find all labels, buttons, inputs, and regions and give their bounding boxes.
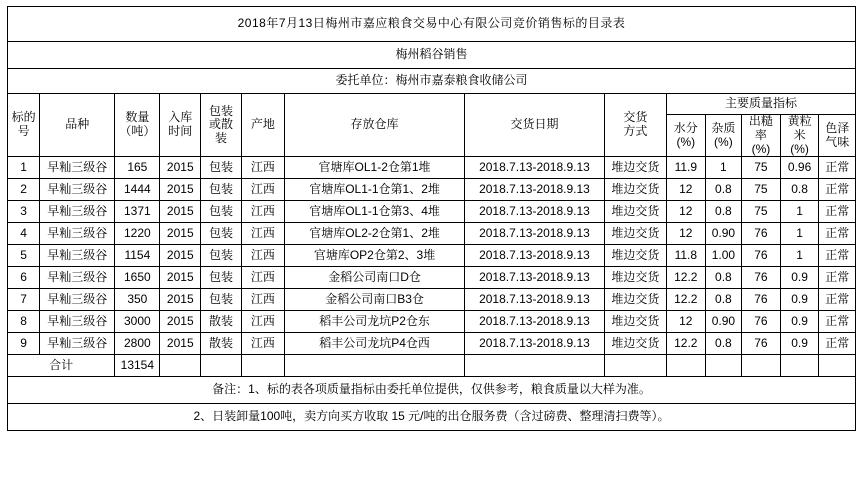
cell-variety: 早籼三级谷 <box>40 223 115 245</box>
cell-variety: 早籼三级谷 <box>40 311 115 333</box>
table-row <box>8 201 856 223</box>
cell-year: 2015 <box>160 179 201 201</box>
cell-variety: 早籼三级谷 <box>40 245 115 267</box>
header-impurity-line1: 杂质 <box>711 120 736 135</box>
header-yellow-rice-line3: (%) <box>790 141 809 156</box>
cell-delivery-date: 2018.7.13-2018.9.13 <box>465 223 605 245</box>
cell-moisture: 12 <box>666 179 705 201</box>
cell-warehouse: 金稻公司南口B3仓 <box>284 289 464 311</box>
table-row <box>8 245 856 267</box>
header-quantity-line1: 数量 <box>125 110 150 125</box>
cell-moisture: 11.9 <box>666 157 705 179</box>
cell-delivery-method: 堆边交货 <box>604 311 666 333</box>
cell-year: 2015 <box>160 245 201 267</box>
total-label: 合计 <box>8 355 115 377</box>
cell-color-odor: 正常 <box>819 289 856 311</box>
page-subtitle: 梅州稻谷销售 <box>8 42 856 69</box>
cell-no: 1 <box>8 157 40 179</box>
header-moisture-line2: (%) <box>676 134 696 149</box>
cell-warehouse: 官塘库OL1-1仓第1、2堆 <box>284 179 464 201</box>
note-line-1: 备注：1、标的表各项质量指标由委托单位提供，仅供参考，粮食质量以大样为准。 <box>8 377 856 404</box>
header-variety: 品种 <box>40 94 115 157</box>
cell-moisture: 12 <box>666 201 705 223</box>
table-row <box>8 333 856 355</box>
header-yellow-rice-line1: 黄粒 <box>787 114 812 128</box>
cell-yellow-rice: 0.9 <box>780 311 819 333</box>
cell-delivery-method: 堆边交货 <box>604 179 666 201</box>
header-color-odor <box>819 115 856 157</box>
cell-color-odor: 正常 <box>819 201 856 223</box>
cell-variety: 早籼三级谷 <box>40 179 115 201</box>
header-biao-di-hao-line1: 标的 <box>11 110 36 125</box>
cell-yellow-rice: 0.96 <box>780 157 819 179</box>
cell-warehouse: 官塘库OP2仓第2、3堆 <box>284 245 464 267</box>
cell-brown-rice: 76 <box>742 311 781 333</box>
cell-moisture: 12 <box>666 311 705 333</box>
cell-quantity: 1650 <box>115 267 160 289</box>
total-blank-color <box>819 355 856 377</box>
cell-quantity: 3000 <box>115 311 160 333</box>
cell-color-odor: 正常 <box>819 267 856 289</box>
cell-color-odor: 正常 <box>819 311 856 333</box>
cell-color-odor: 正常 <box>819 223 856 245</box>
cell-origin: 江西 <box>241 333 284 355</box>
cell-variety: 早籼三级谷 <box>40 289 115 311</box>
cell-warehouse: 官塘库OL2-2仓第1、2堆 <box>284 223 464 245</box>
cell-brown-rice: 75 <box>742 201 781 223</box>
cell-no: 7 <box>8 289 40 311</box>
cell-impurity: 0.8 <box>705 179 741 201</box>
cell-impurity: 0.8 <box>705 289 741 311</box>
cell-origin: 江西 <box>241 245 284 267</box>
cell-origin: 江西 <box>241 157 284 179</box>
cell-impurity: 1 <box>705 157 741 179</box>
cell-brown-rice: 76 <box>742 223 781 245</box>
table-row <box>8 311 856 333</box>
cell-brown-rice: 76 <box>742 333 781 355</box>
cell-yellow-rice: 0.9 <box>780 267 819 289</box>
total-blank-pack <box>201 355 242 377</box>
cell-delivery-date: 2018.7.13-2018.9.13 <box>465 157 605 179</box>
cell-variety: 早籼三级谷 <box>40 157 115 179</box>
header-origin: 产地 <box>241 94 284 157</box>
document-page <box>0 6 863 489</box>
cell-origin: 江西 <box>241 267 284 289</box>
cell-no: 5 <box>8 245 40 267</box>
header-delivery-date: 交货日期 <box>465 94 605 157</box>
cell-packaging: 散装 <box>201 311 242 333</box>
cell-variety: 早籼三级谷 <box>40 333 115 355</box>
cell-color-odor: 正常 <box>819 333 856 355</box>
header-quality-group: 主要质量指标 <box>666 94 855 115</box>
cell-moisture: 11.8 <box>666 245 705 267</box>
header-biao-di-hao <box>8 94 40 157</box>
header-packaging-line2: 或散 <box>209 117 234 132</box>
cell-origin: 江西 <box>241 289 284 311</box>
header-storage-year-line2: 时间 <box>168 124 193 139</box>
header-color-odor-line2: 气味 <box>825 134 850 149</box>
header-storage-year-line1: 入库 <box>168 110 193 125</box>
cell-year: 2015 <box>160 333 201 355</box>
cell-quantity: 1154 <box>115 245 160 267</box>
total-blank-warehouse <box>284 355 464 377</box>
cell-quantity: 350 <box>115 289 160 311</box>
cell-year: 2015 <box>160 223 201 245</box>
cell-no: 4 <box>8 223 40 245</box>
cell-year: 2015 <box>160 201 201 223</box>
cell-warehouse: 金稻公司南口D仓 <box>284 267 464 289</box>
cell-packaging: 包装 <box>201 267 242 289</box>
cell-yellow-rice: 1 <box>780 201 819 223</box>
note-line-2: 2、日装卸量100吨，卖方向买方收取 15 元/吨的出仓服务费（含过磅费、整理清扫费等）。 <box>8 404 856 431</box>
cell-packaging: 包装 <box>201 179 242 201</box>
cell-origin: 江西 <box>241 223 284 245</box>
cell-delivery-method: 堆边交货 <box>604 245 666 267</box>
total-blank-date <box>465 355 605 377</box>
cell-delivery-date: 2018.7.13-2018.9.13 <box>465 289 605 311</box>
cell-origin: 江西 <box>241 179 284 201</box>
header-moisture <box>666 115 705 157</box>
cell-delivery-date: 2018.7.13-2018.9.13 <box>465 333 605 355</box>
cell-impurity: 1.00 <box>705 245 741 267</box>
header-delivery-method-line2: 方式 <box>623 124 648 139</box>
header-brown-rice-line1: 出糙 <box>748 114 773 128</box>
cell-brown-rice: 76 <box>742 245 781 267</box>
cell-variety: 早籼三级谷 <box>40 201 115 223</box>
cell-color-odor: 正常 <box>819 157 856 179</box>
page-title: 2018年7月13日梅州市嘉应粮食交易中心有限公司竞价销售标的目录表 <box>8 7 856 42</box>
cell-delivery-method: 堆边交货 <box>604 289 666 311</box>
header-yellow-rice-line2: 米 <box>793 127 806 142</box>
cell-delivery-method: 堆边交货 <box>604 223 666 245</box>
header-storage-year <box>160 94 201 157</box>
cell-delivery-date: 2018.7.13-2018.9.13 <box>465 311 605 333</box>
cell-quantity: 165 <box>115 157 160 179</box>
cell-moisture: 12.2 <box>666 289 705 311</box>
header-impurity <box>705 115 741 157</box>
header-delivery-method-line1: 交货 <box>623 110 648 125</box>
table-row <box>8 223 856 245</box>
header-brown-rice-line2: 率 <box>754 127 767 142</box>
cell-year: 2015 <box>160 289 201 311</box>
header-biao-di-hao-line2: 号 <box>17 124 30 139</box>
cell-moisture: 12.2 <box>666 333 705 355</box>
cell-moisture: 12 <box>666 223 705 245</box>
cell-quantity: 2800 <box>115 333 160 355</box>
cell-color-odor: 正常 <box>819 245 856 267</box>
header-packaging-line1: 包装 <box>209 103 234 118</box>
cell-brown-rice: 76 <box>742 267 781 289</box>
cell-yellow-rice: 1 <box>780 223 819 245</box>
cell-no: 6 <box>8 267 40 289</box>
header-yellow-rice <box>780 115 819 157</box>
cell-delivery-date: 2018.7.13-2018.9.13 <box>465 201 605 223</box>
cell-delivery-method: 堆边交货 <box>604 267 666 289</box>
header-color-odor-line1: 色泽 <box>825 120 850 135</box>
total-quantity: 13154 <box>115 355 160 377</box>
total-blank-impurity <box>705 355 741 377</box>
total-blank-brown <box>742 355 781 377</box>
cell-color-odor: 正常 <box>819 179 856 201</box>
cell-impurity: 0.8 <box>705 267 741 289</box>
cell-warehouse: 稻丰公司龙坑P2仓东 <box>284 311 464 333</box>
cell-moisture: 12.2 <box>666 267 705 289</box>
entrust-unit: 委托单位：梅州市嘉泰粮食收储公司 <box>8 69 856 94</box>
total-blank-method <box>604 355 666 377</box>
table-row <box>8 267 856 289</box>
cell-packaging: 包装 <box>201 289 242 311</box>
header-brown-rice-rate <box>742 115 781 157</box>
total-blank-moisture <box>666 355 705 377</box>
total-blank-yellow <box>780 355 819 377</box>
table-row <box>8 157 856 179</box>
cell-origin: 江西 <box>241 311 284 333</box>
cell-delivery-method: 堆边交货 <box>604 157 666 179</box>
header-impurity-line2: (%) <box>714 134 733 149</box>
table-row <box>8 179 856 201</box>
cell-variety: 早籼三级谷 <box>40 267 115 289</box>
cell-no: 8 <box>8 311 40 333</box>
cell-delivery-date: 2018.7.13-2018.9.13 <box>465 267 605 289</box>
cell-packaging: 包装 <box>201 223 242 245</box>
cell-yellow-rice: 0.9 <box>780 289 819 311</box>
total-blank-year <box>160 355 201 377</box>
cell-packaging: 散装 <box>201 333 242 355</box>
cell-yellow-rice: 0.9 <box>780 333 819 355</box>
cell-yellow-rice: 1 <box>780 245 819 267</box>
cell-packaging: 包装 <box>201 245 242 267</box>
cell-packaging: 包装 <box>201 157 242 179</box>
cell-quantity: 1220 <box>115 223 160 245</box>
cell-year: 2015 <box>160 157 201 179</box>
cell-yellow-rice: 0.8 <box>780 179 819 201</box>
header-packaging-line3: 装 <box>215 131 228 146</box>
cell-year: 2015 <box>160 267 201 289</box>
header-moisture-line1: 水分 <box>673 120 698 135</box>
cell-year: 2015 <box>160 311 201 333</box>
cell-delivery-method: 堆边交货 <box>604 201 666 223</box>
header-packaging <box>201 94 242 157</box>
header-quantity-line2: （吨） <box>119 124 156 139</box>
cell-quantity: 1371 <box>115 201 160 223</box>
cell-quantity: 1444 <box>115 179 160 201</box>
total-row <box>8 355 856 377</box>
cell-brown-rice: 75 <box>742 179 781 201</box>
cell-packaging: 包装 <box>201 201 242 223</box>
table-row <box>8 289 856 311</box>
header-delivery-method <box>604 94 666 157</box>
cell-no: 3 <box>8 201 40 223</box>
cell-brown-rice: 75 <box>742 157 781 179</box>
cell-no: 2 <box>8 179 40 201</box>
header-warehouse: 存放仓库 <box>284 94 464 157</box>
cell-impurity: 0.8 <box>705 201 741 223</box>
cell-delivery-method: 堆边交货 <box>604 333 666 355</box>
cell-impurity: 0.90 <box>705 311 741 333</box>
cell-warehouse: 官塘库OL1-1仓第3、4堆 <box>284 201 464 223</box>
header-brown-rice-line3: (%) <box>751 141 771 156</box>
cell-impurity: 0.8 <box>705 333 741 355</box>
cell-warehouse: 官塘库OL1-2仓第1堆 <box>284 157 464 179</box>
cell-delivery-date: 2018.7.13-2018.9.13 <box>465 179 605 201</box>
cell-origin: 江西 <box>241 201 284 223</box>
cell-impurity: 0.90 <box>705 223 741 245</box>
cell-no: 9 <box>8 333 40 355</box>
total-blank-origin <box>241 355 284 377</box>
bid-catalog-table <box>7 6 856 431</box>
cell-warehouse: 稻丰公司龙坑P4仓西 <box>284 333 464 355</box>
cell-delivery-date: 2018.7.13-2018.9.13 <box>465 245 605 267</box>
cell-brown-rice: 76 <box>742 289 781 311</box>
header-quantity <box>115 94 160 157</box>
